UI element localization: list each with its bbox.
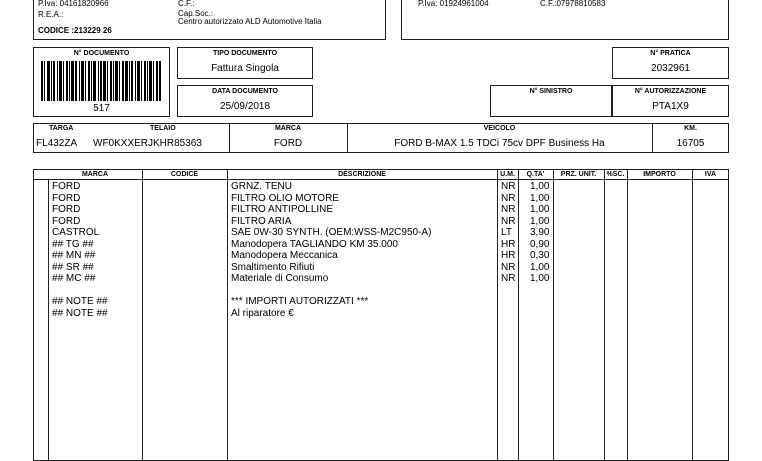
doc-type-value: Fattura Singola [211, 63, 279, 74]
autorizzazione-label: N° AUTORIZZAZIONE [634, 88, 707, 95]
doc-date-value: 25/09/2018 [219, 101, 271, 112]
marca-value: FORD [273, 138, 303, 149]
col-divider [553, 169, 554, 461]
doc-number-label: N° DOCUMENTO [73, 50, 130, 57]
table-row-marca: ## MN ## [52, 250, 96, 261]
doc-date-label: DATA DOCUMENTO [212, 88, 278, 95]
table-row-marca: ## SR ## [52, 261, 94, 273]
col-header-sc: %SC. [606, 171, 625, 178]
col-header-iva: IVA [704, 171, 717, 178]
table-row-qta: 1,00 [530, 204, 550, 215]
col-divider [518, 169, 519, 461]
table-row-desc: *** IMPORTI AUTORIZZATI *** [231, 296, 369, 307]
veicolo-value: FORD B-MAX 1.5 TDCi 75cv DPF Business Ha [394, 138, 605, 149]
table-row-um: NR [501, 204, 516, 215]
doc-type-label: TIPO DOCUMENTO [212, 50, 278, 57]
table-row-um: NR [501, 192, 516, 204]
col-header-importo: IMPORTO [643, 171, 676, 178]
table-row-marca: CASTROL [52, 227, 100, 238]
table-row-desc: GRNZ. TENU [231, 181, 292, 192]
km-value: 16705 [676, 138, 705, 149]
telaio-label: TELAIO [150, 125, 176, 132]
col-divider [48, 179, 49, 461]
table-row-desc: FILTRO OLIO MOTORE [231, 192, 339, 204]
table-row-desc: Smaltimento Rifiuti [231, 261, 315, 273]
table-row-desc: SAE 0W-30 SYNTH. (OEM:WSS-M2C950-A) [231, 227, 432, 238]
table-row-marca: FORD [52, 192, 81, 204]
col-header-marca: MARCA [81, 171, 109, 178]
col-header-um: U.M. [500, 171, 515, 178]
table-row-qta: 1,00 [530, 181, 550, 192]
telaio-value: WF0KXXERJKHR85363 [93, 138, 202, 149]
table-row-desc: Al riparatore € [231, 307, 294, 319]
table-row-marca: FORD [52, 215, 81, 227]
issuer-codice: CODICE :213229 26 [38, 26, 112, 35]
sinistro-label: N° SINISTRO [529, 88, 573, 95]
col-divider [627, 169, 628, 461]
issuer-capsoc: Cap.Soc.: [178, 9, 214, 18]
table-row-um: NR [501, 273, 516, 284]
col-divider [497, 169, 498, 461]
table-row-marca: ## TG ## [52, 238, 94, 250]
table-row-qta: 1,00 [530, 192, 550, 204]
table-row-marca: ## NOTE ## [52, 296, 108, 307]
col-divider [227, 169, 228, 461]
targa-label: TARGA [49, 125, 74, 132]
recipient-cf: C.F.:07978810583 [540, 0, 606, 8]
issuer-piva: P.Iva: 04161820966 [38, 0, 109, 8]
col-divider [692, 169, 693, 461]
table-row-marca: ## NOTE ## [52, 307, 108, 319]
issuer-rea: R.E.A.: [38, 10, 64, 19]
barcode [41, 61, 161, 101]
table-row-qta: 0,30 [530, 250, 550, 261]
table-row-desc: FILTRO ANTIPOLLINE [231, 204, 334, 215]
table-row-qta: 1,00 [530, 261, 550, 273]
issuer-cf: C.F.: [178, 0, 195, 8]
table-row-um: HR [501, 238, 516, 250]
table-row-desc: Materiale di Consumo [231, 273, 329, 284]
col-divider [142, 169, 143, 461]
km-label: KM. [684, 125, 697, 132]
table-row-desc: Manodopera TAGLIANDO KM 35.000 [231, 238, 398, 250]
issuer-centro: Centro autorizzato ALD Automotive Italia [178, 17, 322, 26]
table-row-marca: FORD [52, 181, 81, 192]
pratica-label: N° PRATICA [650, 50, 691, 57]
autorizzazione-value: PTA1X9 [652, 101, 689, 112]
items-table [33, 169, 729, 461]
table-row-um: NR [501, 181, 516, 192]
col-header-prz: PRZ. UNIT. [560, 171, 597, 178]
table-row-qta: 0,90 [530, 238, 550, 250]
table-row-qta: 1,00 [530, 273, 550, 284]
table-row-um: HR [501, 250, 516, 261]
veicolo-label: VEICOLO [483, 125, 516, 132]
doc-number-value: 517 [93, 103, 110, 114]
table-row-desc: FILTRO ARIA [231, 215, 292, 227]
table-row-um: NR [501, 261, 516, 273]
table-row-um: LT [501, 227, 512, 238]
col-divider [604, 169, 605, 461]
marca-label: MARCA [274, 125, 302, 132]
table-row-qta: 1,00 [530, 215, 550, 227]
items-header-rule [33, 179, 729, 180]
table-row-qta: 3,90 [530, 227, 550, 238]
table-row-um: NR [501, 215, 516, 227]
recipient-piva: P.Iva: 01924961004 [418, 0, 489, 8]
col-header-qta: Q.TA' [526, 171, 545, 178]
table-row-marca: ## MC ## [52, 273, 96, 284]
col-header-codice: CODICE [170, 171, 199, 178]
pratica-value: 2032961 [651, 63, 690, 74]
table-row-desc: Manodopera Meccanica [231, 250, 338, 261]
col-header-descrizione: DESCRIZIONE [338, 171, 386, 178]
targa-value: FL432ZA [36, 138, 78, 149]
table-row-marca: FORD [52, 204, 81, 215]
